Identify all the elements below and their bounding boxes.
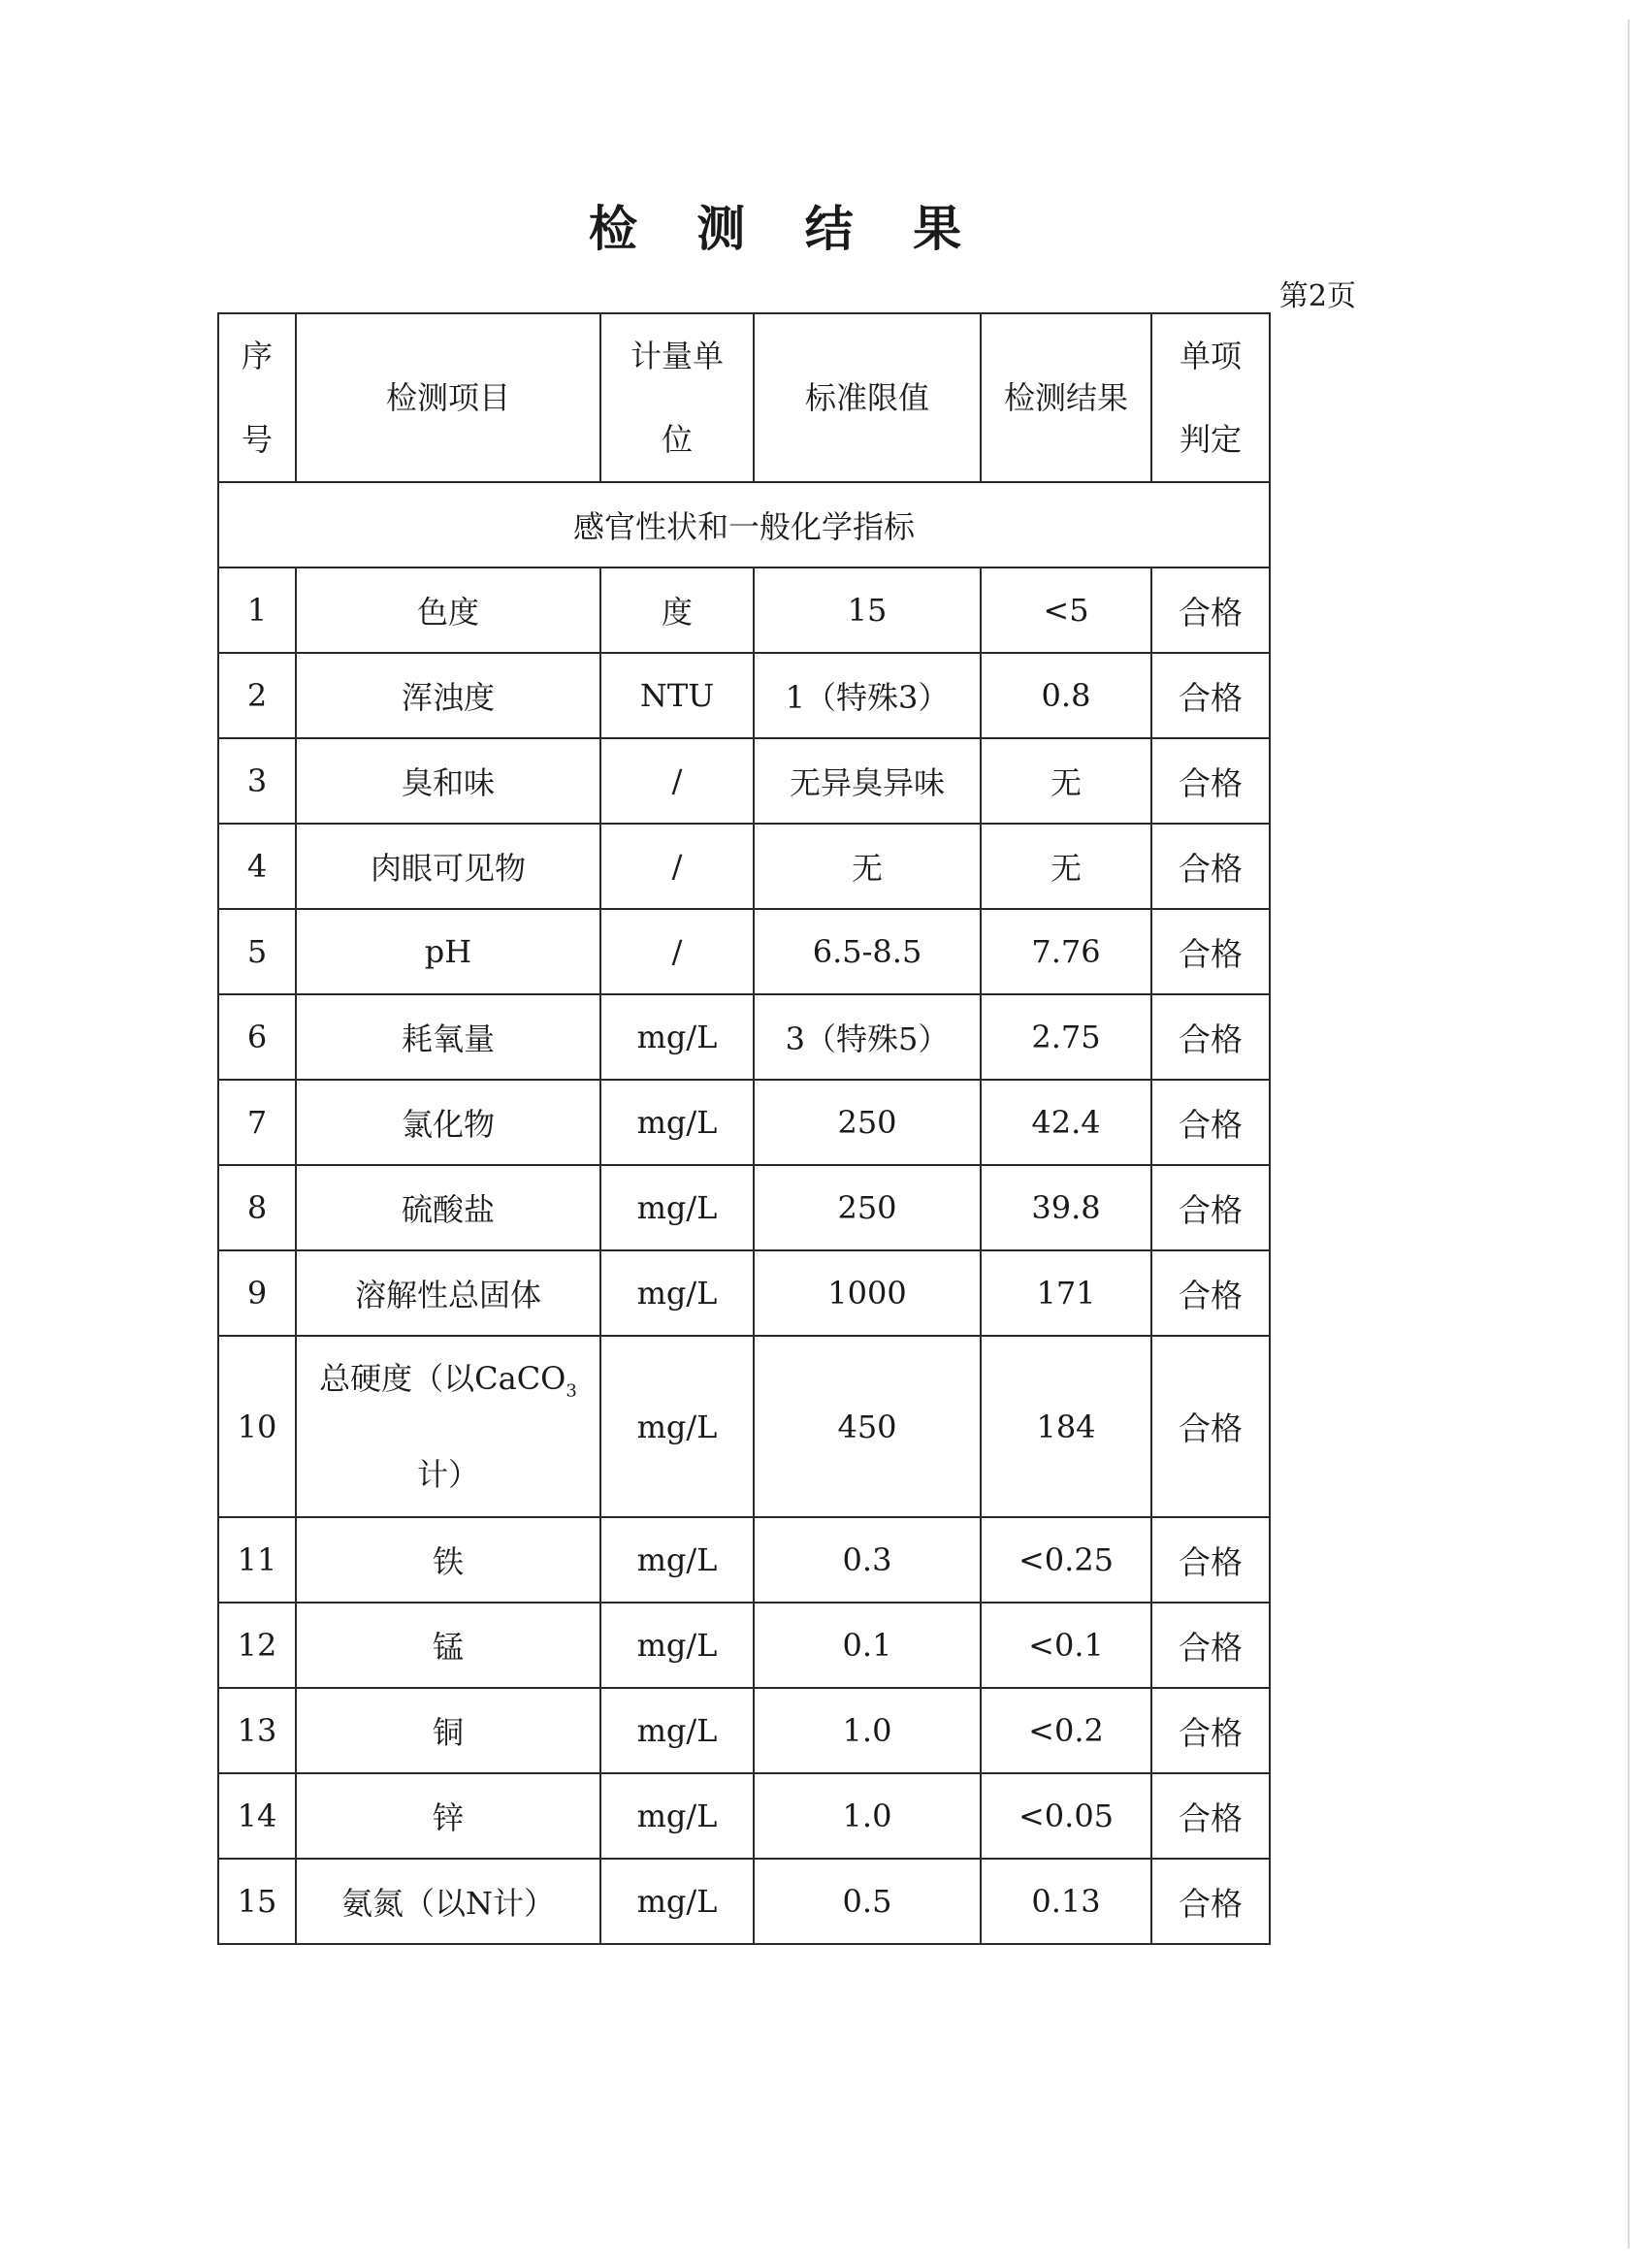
cell-unit: mg/L [600, 1165, 754, 1250]
cell-verdict: 合格 [1151, 1859, 1270, 1944]
cell-verdict: 合格 [1151, 909, 1270, 994]
table-row [218, 1336, 1270, 1517]
header-verdict: 单项 判定 [1151, 313, 1270, 482]
cell-verdict: 合格 [1151, 994, 1270, 1080]
table-row [218, 653, 1270, 738]
cell-no: 3 [218, 738, 296, 824]
cell-result: <5 [981, 567, 1151, 653]
table-row [218, 909, 1270, 994]
cell-unit: / [600, 738, 754, 824]
cell-verdict: 合格 [1151, 1336, 1270, 1517]
table-row [218, 1603, 1270, 1688]
table-row [218, 738, 1270, 824]
cell-unit: NTU [600, 653, 754, 738]
cell-unit: / [600, 824, 754, 909]
header-no: 序 号 [218, 313, 296, 482]
cell-limit: 450 [754, 1336, 981, 1517]
cell-no: 9 [218, 1250, 296, 1336]
item-text-line2: 计） [416, 1456, 479, 1494]
cell-item: 肉眼可见物 [296, 824, 600, 909]
table-row [218, 824, 1270, 909]
table-row [218, 1080, 1270, 1165]
cell-limit: 无 [754, 824, 981, 909]
cell-verdict: 合格 [1151, 1773, 1270, 1859]
cell-no: 15 [218, 1859, 296, 1944]
cell-verdict: 合格 [1151, 738, 1270, 824]
cell-verdict: 合格 [1151, 1250, 1270, 1336]
cell-unit: mg/L [600, 1517, 754, 1603]
item-text: 总硬度（以CaCO [319, 1360, 566, 1397]
cell-limit: 无异臭异味 [754, 738, 981, 824]
cell-limit: 0.3 [754, 1517, 981, 1603]
cell-verdict: 合格 [1151, 567, 1270, 653]
cell-result: 无 [981, 824, 1151, 909]
header-unit: 计量单 位 [600, 313, 754, 482]
cell-verdict: 合格 [1151, 1688, 1270, 1773]
cell-no: 10 [218, 1336, 296, 1517]
cell-limit: 0.5 [754, 1859, 981, 1944]
cell-item: 色度 [296, 567, 600, 653]
item-subscript: 3 [566, 1380, 577, 1402]
table-row [218, 994, 1270, 1080]
cell-result: <0.2 [981, 1688, 1151, 1773]
cell-unit: mg/L [600, 1336, 754, 1517]
cell-unit: mg/L [600, 994, 754, 1080]
cell-item: 氨氮（以N计） [296, 1859, 600, 1944]
page-number: 第2页 [1278, 279, 1356, 313]
section-title: 感官性状和一般化学指标 [218, 482, 1270, 567]
cell-no: 7 [218, 1080, 296, 1165]
header-result: 检测结果 [981, 313, 1151, 482]
cell-no: 8 [218, 1165, 296, 1250]
cell-result: 0.13 [981, 1859, 1151, 1944]
table-header-row [218, 313, 1270, 482]
cell-unit: mg/L [600, 1773, 754, 1859]
cell-no: 12 [218, 1603, 296, 1688]
cell-no: 13 [218, 1688, 296, 1773]
cell-result: <0.1 [981, 1603, 1151, 1688]
cell-no: 11 [218, 1517, 296, 1603]
cell-result: 7.76 [981, 909, 1151, 994]
cell-no: 2 [218, 653, 296, 738]
page-edge [1628, 19, 1630, 2249]
cell-limit: 0.1 [754, 1603, 981, 1688]
cell-limit: 3（特殊5） [754, 994, 981, 1080]
cell-result: 42.4 [981, 1080, 1151, 1165]
cell-item: pH [296, 909, 600, 994]
cell-item: 硫酸盐 [296, 1165, 600, 1250]
cell-item: 铁 [296, 1517, 600, 1603]
cell-no: 1 [218, 567, 296, 653]
cell-item: 铜 [296, 1688, 600, 1773]
cell-item: 臭和味 [296, 738, 600, 824]
cell-result: 171 [981, 1250, 1151, 1336]
section-row [218, 482, 1270, 567]
table-row [218, 1859, 1270, 1944]
cell-verdict: 合格 [1151, 1165, 1270, 1250]
page-title: 检 测 结 果 [588, 201, 984, 257]
table-row [218, 1773, 1270, 1859]
cell-item [296, 1336, 600, 1517]
cell-limit: 1000 [754, 1250, 981, 1336]
cell-verdict: 合格 [1151, 1080, 1270, 1165]
cell-result: 无 [981, 738, 1151, 824]
cell-no: 14 [218, 1773, 296, 1859]
cell-unit: mg/L [600, 1688, 754, 1773]
cell-unit: / [600, 909, 754, 994]
table-row [218, 1517, 1270, 1603]
cell-item: 耗氧量 [296, 994, 600, 1080]
cell-limit: 1（特殊3） [754, 653, 981, 738]
table-row [218, 1688, 1270, 1773]
results-table [217, 312, 1271, 1945]
cell-item: 锰 [296, 1603, 600, 1688]
cell-unit: 度 [600, 567, 754, 653]
cell-item: 浑浊度 [296, 653, 600, 738]
cell-result: 39.8 [981, 1165, 1151, 1250]
cell-result: 0.8 [981, 653, 1151, 738]
header-item: 检测项目 [296, 313, 600, 482]
cell-result: 184 [981, 1336, 1151, 1517]
table-row [218, 1165, 1270, 1250]
cell-item: 锌 [296, 1773, 600, 1859]
cell-limit: 6.5-8.5 [754, 909, 981, 994]
cell-no: 6 [218, 994, 296, 1080]
cell-result: <0.25 [981, 1517, 1151, 1603]
cell-verdict: 合格 [1151, 1517, 1270, 1603]
cell-unit: mg/L [600, 1859, 754, 1944]
cell-limit: 1.0 [754, 1773, 981, 1859]
cell-verdict: 合格 [1151, 653, 1270, 738]
cell-no: 4 [218, 824, 296, 909]
cell-unit: mg/L [600, 1250, 754, 1336]
cell-item: 氯化物 [296, 1080, 600, 1165]
table-row [218, 567, 1270, 653]
header-limit: 标准限值 [754, 313, 981, 482]
cell-result: 2.75 [981, 994, 1151, 1080]
cell-no: 5 [218, 909, 296, 994]
table-row [218, 1250, 1270, 1336]
cell-verdict: 合格 [1151, 824, 1270, 909]
cell-limit: 15 [754, 567, 981, 653]
cell-item: 溶解性总固体 [296, 1250, 600, 1336]
cell-result: <0.05 [981, 1773, 1151, 1859]
cell-limit: 250 [754, 1080, 981, 1165]
cell-unit: mg/L [600, 1080, 754, 1165]
cell-unit: mg/L [600, 1603, 754, 1688]
cell-verdict: 合格 [1151, 1603, 1270, 1688]
cell-limit: 250 [754, 1165, 981, 1250]
cell-limit: 1.0 [754, 1688, 981, 1773]
